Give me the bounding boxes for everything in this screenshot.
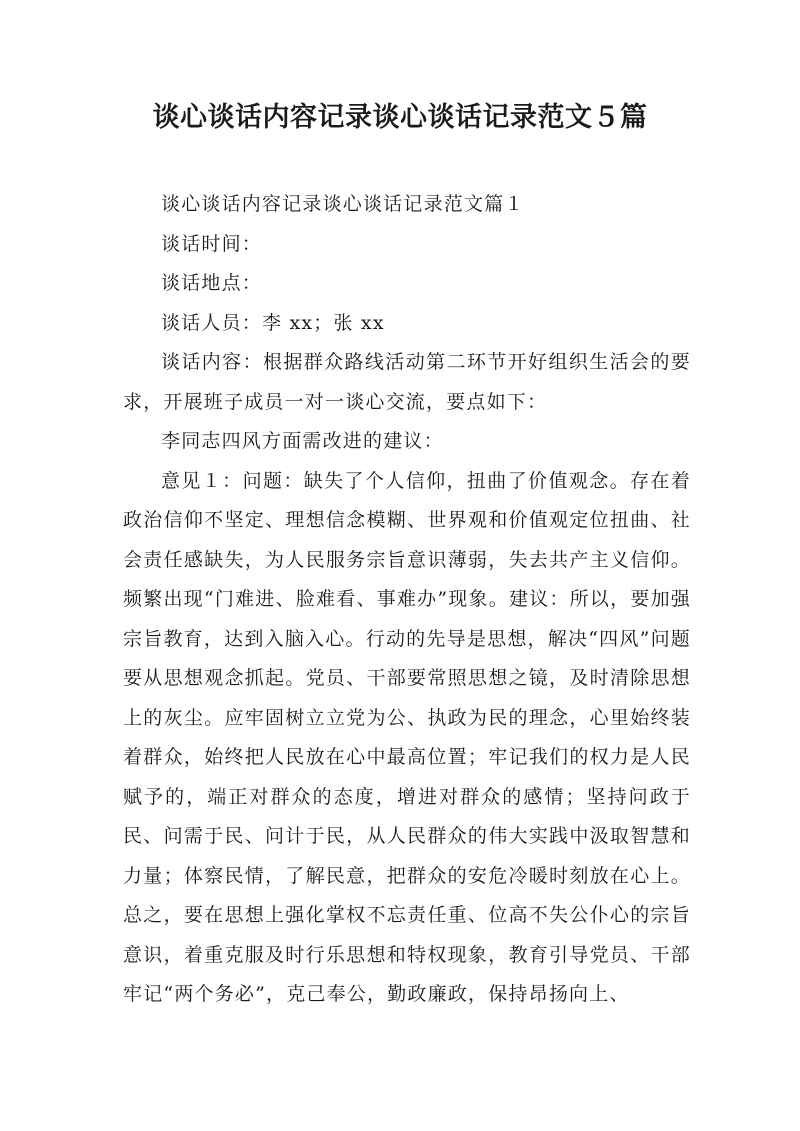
section-heading: 谈心谈话内容记录谈心谈话记录范文篇１ bbox=[161, 193, 525, 215]
talk-time-line: 谈话时间： bbox=[161, 232, 263, 255]
document-title: 谈心谈话内容记录谈心谈话记录范文５篇 bbox=[152, 102, 648, 133]
document-body bbox=[123, 185, 691, 1015]
talk-content-paragraph: 谈话内容：根据群众路线活动第二环节开好组织生活会的要求，开展班子成员一对一谈心交流，要点如下： bbox=[123, 351, 691, 413]
suggestion-heading: 李同志四风方面需改进的建议： bbox=[161, 430, 444, 452]
talk-location-line: 谈话地点： bbox=[161, 272, 263, 294]
opinion-1-paragraph: 意见１：问题：缺失了个人信仰，扭曲了价值观念。存在着政治信仰不坚定、理想信念模糊、世界观和价值观定位扭曲、社会责任感缺失，为人民服务宗旨意识薄弱，失去共产主义信仰。频繁出现“门难进、脸难看、事难办”现象。建议：所以，要加强宗旨教育，达到入脑入心。行动的先导是思想，解决“四风”问题要从思想观念抓起。党员、干部要常照思想之镜，及时清除思想上的灰尘。应牢固树立立党为公、执政为民的理念，心里始终装着群众，始终把人民放在心中最高位置；牢记我们的权力是人民赋予的，端正对群众的态度，增进对群众的感情；坚持问政于民、问需于民、问计于民，从人民群众的伟大实践中汲取智慧和力量；体察民情，了解民意，把群众的安危冷暖时刻放在心上。总之，要在思想上强化掌权不忘责任重、位高不失公仆心的宗旨意识，着重克服及时行乐思想和特权现象，教育引导党员、干部牢记“两个务必”，克己奉公，勤政廉政，保持昂扬向上、 bbox=[123, 469, 691, 1005]
talk-participants-line: 谈话人员：李 xx；张 xx bbox=[161, 311, 385, 334]
